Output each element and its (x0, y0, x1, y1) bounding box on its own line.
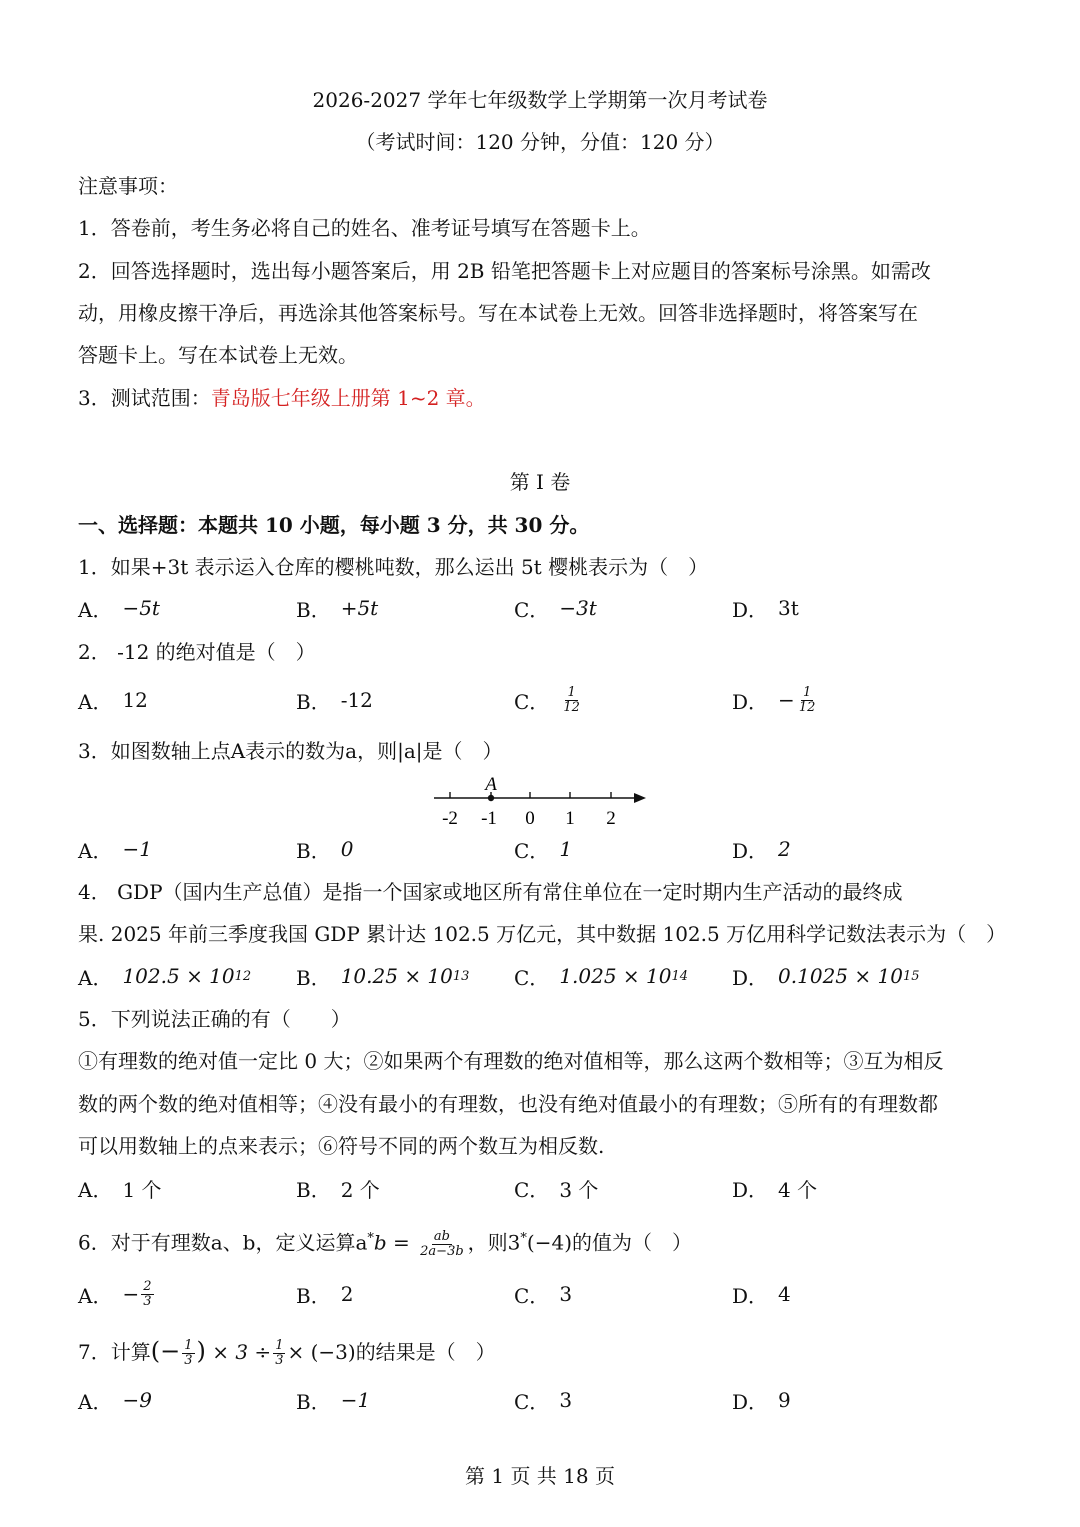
option-c: C． 1.025 × 10 14 (514, 964, 689, 990)
question-1-options (78, 588, 1018, 628)
page-footer: 第 1 页 共 18 页 (465, 1464, 615, 1488)
fraction: $\frac{ab}{2a-3b}$ (420, 1228, 464, 1259)
fraction: $\frac{1}{3}$ (275, 1338, 284, 1368)
option-b: B． -12 (296, 688, 373, 714)
number-line-arrow (634, 793, 646, 803)
question-5-statement-line-1: ①有理数的绝对值一定比 0 大；②如果两个有理数的绝对值相等，那么这两个数相等；③互为相反 (78, 1049, 944, 1073)
option-b: B． 0 (296, 837, 354, 863)
notice-item-2-line-2: 动，用橡皮擦干净后，再选涂其他答案标号。写在本试卷上无效。回答非选择题时，将答案写在 (78, 301, 918, 325)
option-b: B． 2 (296, 1282, 354, 1308)
option-c: C． 3 个 (514, 1177, 599, 1202)
volume-heading: 第 I 卷 (509, 470, 571, 494)
option-d: D． 4 个 (732, 1177, 818, 1202)
option-a: A． −1 (78, 837, 152, 863)
number-line (430, 770, 660, 830)
option-d: D． 2 (732, 837, 791, 863)
option-a: A． − $\frac{2}{3}$ (78, 1278, 152, 1309)
tick-label: -1 (481, 808, 497, 829)
question-7-options (78, 1380, 1018, 1420)
question-6-options (78, 1274, 1018, 1314)
question-6-text: 6．对于有理数a、b，定义运算a*b = $\frac{ab}{2a-3b}$ ，则3*(−4)的值为（ ） (78, 1228, 692, 1259)
notice-item-2-line-1: 2．回答选择题时，选出每小题答案后，用 2B 铅笔把答题卡上对应题目的答案标号涂黑。如需改 (78, 259, 931, 283)
question-5-statement-line-3: 可以用数轴上的点来表示；⑥符号不同的两个数互为相反数. (78, 1134, 605, 1158)
notice-item-1: 1．答卷前，考生务必将自己的姓名、准考证号填写在答题卡上。 (78, 216, 651, 240)
option-d: D． − $\frac{1}{12}$ (732, 684, 816, 715)
tick-label: 1 (565, 808, 575, 829)
option-c: C． 3 (514, 1388, 573, 1414)
option-b: B． −1 (296, 1388, 371, 1414)
option-b: B． +5t (296, 596, 379, 622)
option-a: A． −5t (78, 596, 160, 622)
question-2-text: 2． -12 的绝对值是（ ） (78, 640, 316, 664)
tick-label: -2 (442, 808, 458, 829)
option-b: B． 2 个 (296, 1177, 380, 1202)
notice-item-2-line-3: 答题卡上。写在本试卷上无效。 (78, 343, 358, 367)
section-heading: 一、选择题：本题共 10 小题，每小题 3 分，共 30 分。 (78, 513, 590, 537)
notice-heading: 注意事项： (78, 174, 178, 198)
option-d: D． 0.1025 × 10 15 (732, 964, 920, 990)
option-d: D． 3t (732, 596, 799, 622)
test-range: 青岛版七年级上册第 1~2 章。 (210, 386, 486, 410)
notice-item-3 (78, 384, 1002, 412)
question-4-options (78, 956, 1018, 996)
option-b: B． 10.25 × 10 13 (296, 964, 470, 990)
fraction: $\frac{2}{3}$ (143, 1278, 152, 1309)
exam-title: 2026-2027 学年七年级数学上学期第一次月考试卷 (312, 88, 768, 112)
question-3-text: 3．如图数轴上点A表示的数为a，则|a|是（ ） (78, 739, 503, 763)
option-c: C． $\frac{1}{12}$ (514, 684, 580, 715)
point-a-label: A (485, 774, 497, 795)
option-c: C． −3t (514, 596, 597, 622)
question-5-statement-line-2: 数的两个数的绝对值相等；④没有最小的有理数，也没有绝对值最小的有理数；⑤所有的有理数都 (78, 1092, 938, 1116)
question-4-line-1: 4． GDP（国内生产总值）是指一个国家或地区所有常住单位在一定时期内生产活动的最终成 (78, 880, 903, 904)
question-5-text: 5．下列说法正确的有（ ） (78, 1007, 351, 1031)
question-3-options (78, 829, 1018, 869)
exam-subtitle: （考试时间：120 分钟，分值：120 分） (355, 130, 725, 154)
option-a: A． 1 个 (78, 1177, 162, 1202)
tick-label: 2 (606, 808, 616, 829)
option-d: D． 9 (732, 1388, 791, 1414)
option-a: A． 12 (78, 688, 148, 714)
question-7-text: 7．计算(− $\frac{1}{3}$ ) × 3 ÷ $\frac{1}{3}$ × (−3)的结果是（ ） (78, 1337, 496, 1368)
question-4-line-2: 果. 2025 年前三季度我国 GDP 累计达 102.5 万亿元，其中数据 102.5 万亿用科学记数法表示为（ ） (78, 922, 1007, 946)
option-a: A． −9 (78, 1388, 152, 1414)
notice-item-3-prefix: 3．测试范围： (78, 386, 211, 410)
question-1-text: 1．如果+3t 表示运入仓库的樱桃吨数，那么运出 5t 樱桃表示为（ ） (78, 555, 709, 579)
fraction: $\frac{1}{12}$ (563, 684, 580, 715)
option-c: C． 1 (514, 837, 573, 863)
tick-label: 0 (525, 808, 535, 829)
point-a (488, 795, 494, 801)
option-a: A． 102.5 × 10 12 (78, 964, 252, 990)
question-5-options (78, 1168, 1018, 1208)
fraction: $\frac{1}{3}$ (184, 1338, 193, 1368)
option-c: C． 3 (514, 1282, 573, 1308)
option-d: D． 4 (732, 1282, 791, 1308)
question-2-options (78, 680, 1018, 720)
fraction: $\frac{1}{12}$ (798, 684, 816, 715)
